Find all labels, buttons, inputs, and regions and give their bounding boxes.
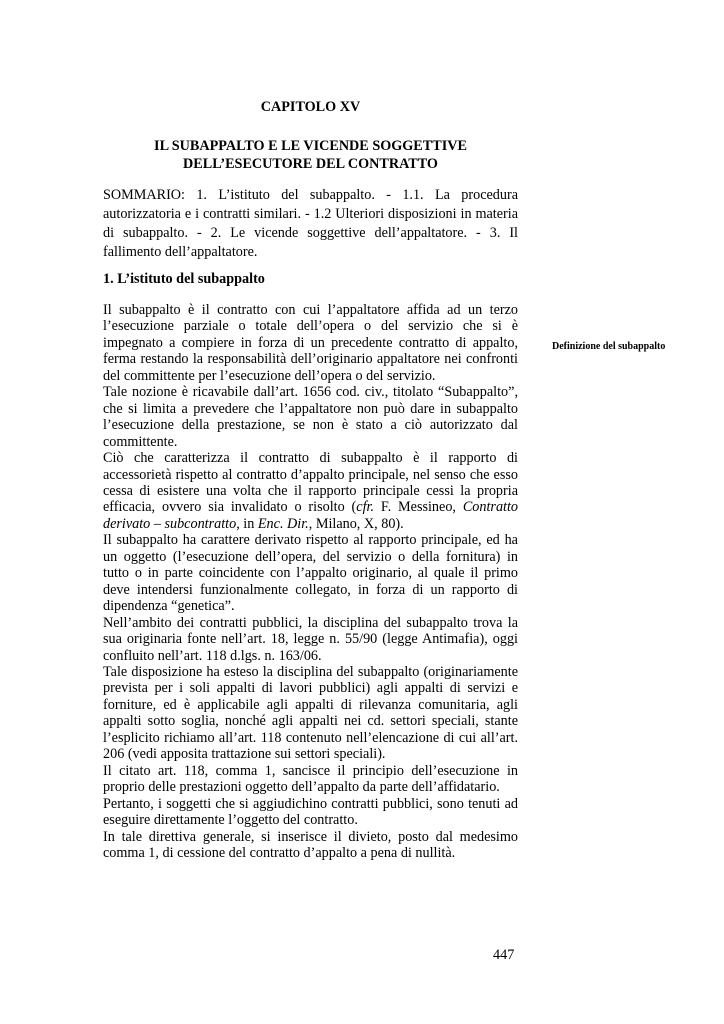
paragraph-text: , Milano, X, 80). bbox=[308, 515, 404, 532]
cited-work: Contratto derivato – subcontratto bbox=[103, 499, 519, 532]
chapter-title bbox=[103, 137, 518, 173]
paragraph: Pertanto, i soggetti che si aggiudichino contratti pubblici, sono tenuti ad eseguire direttamente l’oggetto del contratto. bbox=[103, 795, 518, 829]
paragraph-text: F. Messineo, bbox=[374, 499, 463, 516]
paragraph: Il citato art. 118, comma 1, sancisce il principio dell’esecuzione in proprio delle prestazioni oggetto dell’appalto da parte dell’affidatario. bbox=[103, 762, 518, 796]
paragraph: Nell’ambito dei contratti pubblici, la disciplina del subappalto trova la sua originaria fonte nell’art. 18, legge n. 55/90 (legge Antimafia), oggi confluito nell’art. 118 d.lgs. n. 163/06. bbox=[103, 614, 518, 664]
body-text bbox=[103, 302, 518, 861]
paragraph: Il subappalto è il contratto con cui l’appaltatore affida ad un terzo l’esecuzione parziale o totale dell’opera o del servizio che si è impegnato a compiere in forza di un precedente contratto di appalto, ferma restando la responsabilità dell’originario appaltatore nei confronti del committente per l’esecuzione dell’opera o del servizio. bbox=[103, 302, 518, 384]
section-heading: 1. L’istituto del subappalto bbox=[103, 271, 265, 287]
chapter-heading: CAPITOLO XV bbox=[260, 99, 361, 115]
page-number: 447 bbox=[493, 947, 515, 963]
margin-note: Definizione del subappalto bbox=[552, 341, 666, 352]
paragraph-text: , in bbox=[236, 515, 258, 532]
paragraph-citation bbox=[103, 450, 518, 532]
cfr-abbrev: cfr. bbox=[356, 499, 374, 516]
paragraph: In tale direttiva generale, si inserisce il divieto, posto dal medesimo comma 1, di cessione del contratto d’appalto a pena di nullità. bbox=[103, 828, 518, 861]
paragraph: Il subappalto ha carattere derivato rispetto al rapporto principale, ed ha un oggetto (l’esecuzione dell’opera, del servizio o della fornitura) in tutto o in parte coincidente con l’appalto originario, al quale il primo deve intendersi funzionalmente collegato, in forza di un rapporto di dipendenza “genetica”. bbox=[103, 532, 518, 615]
paragraph: Tale nozione è ricavabile dall’art. 1656 cod. civ., titolato “Subappalto”, che si limita a prevedere che l’appaltatore non può dare in subappalto l’esecuzione della prestazione, se non è stato a ciò autorizzato dal committente. bbox=[103, 384, 518, 450]
chapter-title-line: IL SUBAPPALTO E LE VICENDE SOGGETTIVE bbox=[154, 138, 467, 154]
cited-encyclopedia: Enc. Dir. bbox=[257, 515, 309, 532]
summary-paragraph: SOMMARIO: 1. L’istituto del subappalto. - 1.1. La procedura autorizzatoria e i contratti similari. - 1.2 Ulteriori disposizioni in materia di subappalto. - 2. Le vicende soggettive dell’appaltatore. - 3. Il fallimento dell’appaltatore. bbox=[103, 187, 518, 260]
paragraph: Tale disposizione ha esteso la disciplina del subappalto (originariamente prevista per i soli appalti di lavori pubblici) agli appalti di servizi e forniture, ed è applicabile agli appalti di rilevanza comunitaria, agli appalti sotto soglia, nonché agli appalti nei cd. settori speciali, stante l’esplicito richiamo all’art. 118 contenuto nell’elencazione di cui all’art. 206 (vedi apposita trattazione sui settori speciali). bbox=[103, 663, 518, 763]
chapter-title-line: DELL’ESECUTORE DEL CONTRATTO bbox=[183, 156, 438, 172]
paragraph-text: Ciò che caratterizza il contratto di subappalto è il rapporto di accessorietà rispetto al contratto d’appalto principale, nel senso che esso cessa di esistere una volta che il rapporto principale cessi la propria efficacia, ovvero sia invalidato o risolto ( bbox=[103, 450, 518, 516]
